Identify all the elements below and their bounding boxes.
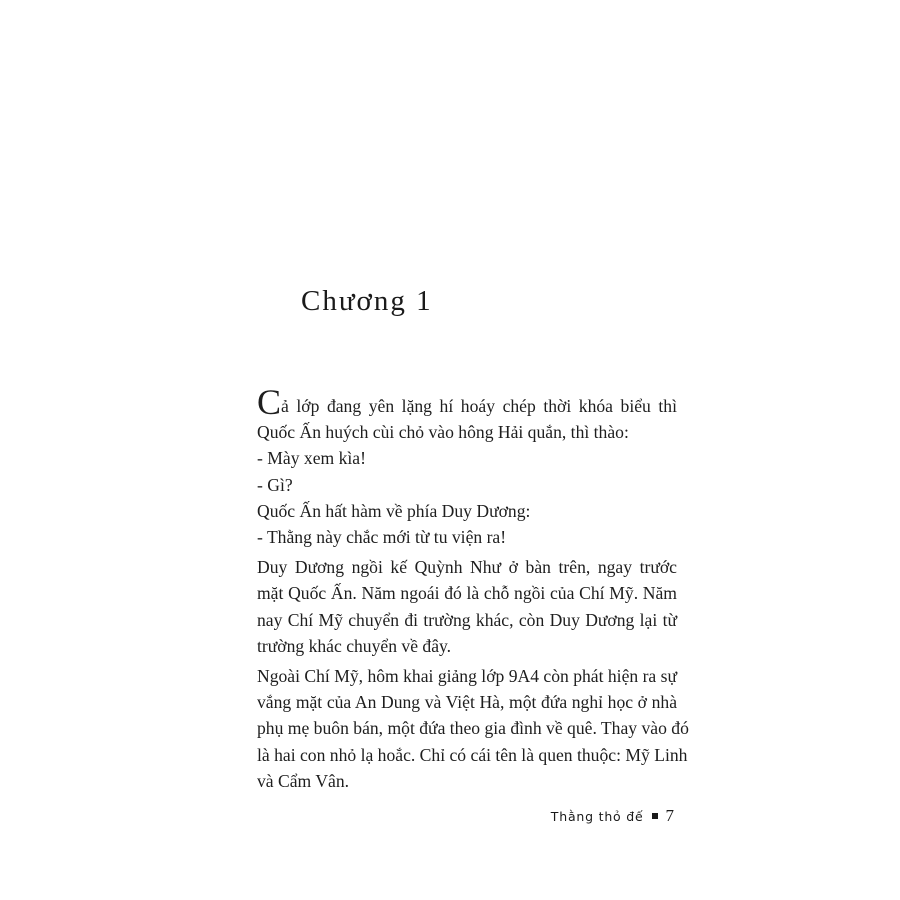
paragraph-1-line-2: Quốc Ấn huých cùi chỏ vào hông Hải quắn, thì thào: xyxy=(257,422,629,443)
dialogue-line-3 xyxy=(257,524,677,550)
dialogue-line-1 xyxy=(257,445,677,471)
paragraph-1-line-1-text: ả lớp đang yên lặng hí hoáy chép thời khóa biểu thì xyxy=(281,396,677,416)
dialogue-line-2 xyxy=(257,472,677,498)
dialogue-2-text: - Gì? xyxy=(257,474,293,495)
paragraph-1 xyxy=(257,382,677,445)
dialogue-1-text: - Mày xem kìa! xyxy=(257,448,366,469)
book-title: Thằng thỏ đế xyxy=(550,808,644,824)
paragraph-3-line-3: nay Chí Mỹ chuyển đi trường khác, còn Duy Dương lại từ xyxy=(257,609,677,630)
paragraph-3-line-2: mặt Quốc Ấn. Năm ngoái đó là chỗ ngồi của Chí Mỹ. Năm xyxy=(257,583,677,604)
paragraph-4-line-5: và Cẩm Vân. xyxy=(257,770,350,791)
dialogue-line-2-text xyxy=(257,472,677,498)
paragraph-3-line-4: trường khác chuyển về đây. xyxy=(257,635,452,656)
running-footer xyxy=(551,806,674,826)
paragraph-4 xyxy=(257,663,689,794)
paragraph-3-line-1: Duy Dương ngồi kế Quỳnh Như ở bàn trên, ngay trước xyxy=(257,557,677,578)
chapter-title: Chương 1 xyxy=(301,285,433,317)
page-number: 7 xyxy=(665,806,674,825)
dialogue-line-1-text xyxy=(257,445,677,471)
dialogue-line-3-text: - Thằng này chắc mới từ tu viện ra! xyxy=(257,527,507,548)
paragraph-2-text: Quốc Ấn hất hàm về phía Duy Dương: xyxy=(257,500,531,521)
paragraph-4-line-4: là hai con nhỏ lạ hoắc. Chỉ có cái tên là quen thuộc: Mỹ Linh xyxy=(257,744,688,765)
drop-cap: C xyxy=(257,382,282,422)
paragraph-4-line-3: phụ mẹ buôn bán, một đứa theo gia đình về quê. Thay vào đó xyxy=(257,718,689,739)
paragraph-1-line-1 xyxy=(257,382,677,422)
chapter-body xyxy=(257,382,689,794)
paragraph-2 xyxy=(257,498,677,524)
paragraph-4-line-2: vắng mặt của An Dung và Việt Hà, một đứa nghỉ học ở nhà xyxy=(257,692,677,713)
square-bullet-icon xyxy=(652,813,658,819)
paragraph-4-line-1: Ngoài Chí Mỹ, hôm khai giảng lớp 9A4 còn phát hiện ra sự xyxy=(257,666,678,687)
paragraph-3 xyxy=(257,554,677,659)
